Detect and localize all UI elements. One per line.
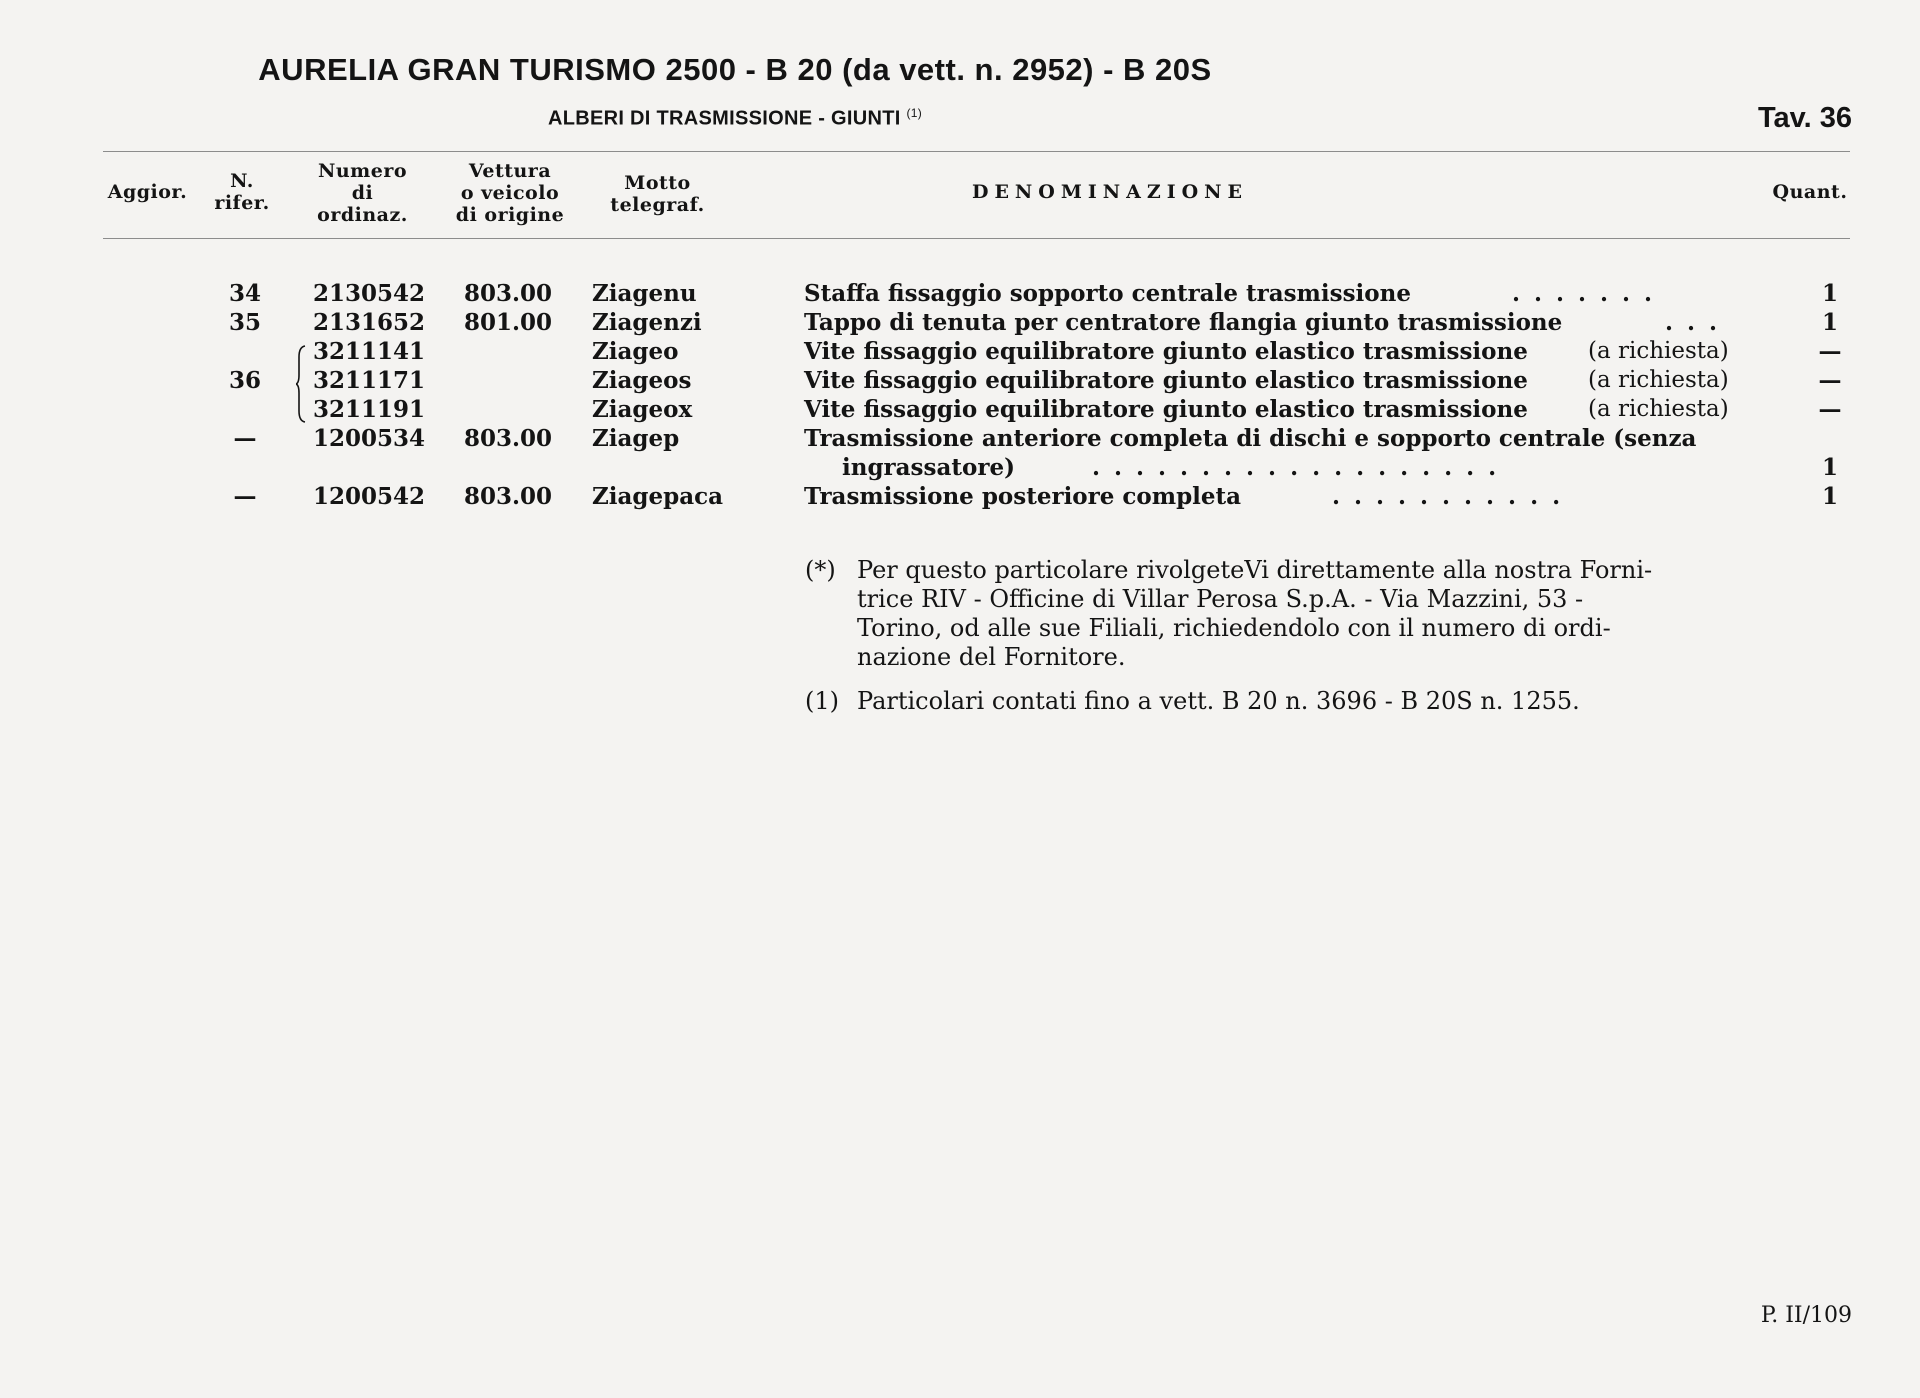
cell-motto: Ziagep xyxy=(592,425,680,452)
col-header-aggior-text: Aggior. xyxy=(107,181,188,203)
col-header-vettura-line1: Vettura xyxy=(468,160,552,182)
col-header-denominazione: DENOMINAZIONE xyxy=(971,181,1249,203)
cell-numero: 3211171 xyxy=(313,367,426,394)
col-header-vettura xyxy=(440,160,580,226)
page-title: AURELIA GRAN TURISMO 2500 - B 20 (da vett. n. 2952) - B 20S xyxy=(258,52,1212,87)
footnote-text xyxy=(857,687,1817,716)
footnote-line: Particolari contati fino a vett. B 20 n. 3696 - B 20S n. 1255. xyxy=(857,687,1580,715)
subtitle-footnote-mark: (1) xyxy=(906,106,923,120)
col-header-numero-line2: di xyxy=(351,182,374,204)
footnote-line: Per questo particolare rivolgeteVi direttamente alla nostra Forni- xyxy=(857,556,1653,584)
footnote-line: trice RIV - Officine di Villar Perosa S.p.A. - Via Mazzini, 53 - xyxy=(857,585,1584,613)
cell-rif: — xyxy=(233,425,257,452)
footnote-mark: (1) xyxy=(805,687,839,715)
subtitle-text: ALBERI DI TRASMISSIONE - GIUNTI xyxy=(547,107,901,130)
cell-note: (a richiesta) xyxy=(1588,396,1729,422)
cell-denominazione: Staffa fissaggio sopporto centrale trasmissione xyxy=(804,280,1411,307)
col-header-aggior xyxy=(100,181,195,203)
leader-dots: ... xyxy=(1665,309,1732,336)
cell-note: (a richiesta) xyxy=(1588,338,1729,364)
cell-motto: Ziagenzi xyxy=(592,309,702,336)
cell-numero: 2130542 xyxy=(313,280,426,307)
table-row xyxy=(0,338,1920,367)
cell-quant: 1 xyxy=(1821,454,1838,481)
table-row xyxy=(0,425,1920,454)
cell-rif: 36 xyxy=(228,367,261,394)
cell-quant: 1 xyxy=(1821,280,1838,307)
leader-dots: ................... xyxy=(1092,454,1511,481)
col-header-quant-text: Quant. xyxy=(1772,181,1848,203)
table-row xyxy=(0,280,1920,309)
cell-numero: 3211191 xyxy=(313,396,426,423)
cell-quant: 1 xyxy=(1821,483,1838,510)
cell-motto: Ziageox xyxy=(592,396,693,423)
table-row-continuation xyxy=(0,454,1920,483)
table-row xyxy=(0,367,1920,396)
table-number: Tav. 36 xyxy=(1757,102,1852,134)
footnote-mark: (*) xyxy=(805,556,836,584)
table-row xyxy=(0,396,1920,425)
cell-quant: 1 xyxy=(1821,309,1838,336)
cell-note: (a richiesta) xyxy=(1588,367,1729,393)
cell-vettura: 803.00 xyxy=(464,280,553,307)
cell-denominazione: Trasmissione posteriore completa xyxy=(804,483,1242,510)
footnote-line: Torino, od alle sue Filiali, richiedendolo con il numero di ordi- xyxy=(857,614,1611,642)
col-header-numero-line3: ordinaz. xyxy=(317,204,408,226)
cell-quant: — xyxy=(1818,367,1842,394)
col-header-rif xyxy=(202,170,282,214)
cell-motto: Ziagenu xyxy=(592,280,697,307)
page-subtitle xyxy=(0,106,1470,131)
cell-numero: 3211141 xyxy=(313,338,426,365)
cell-rif: 35 xyxy=(228,309,261,336)
col-header-vettura-line2: o veicolo xyxy=(460,182,560,204)
table-row xyxy=(0,309,1920,338)
col-header-motto-line1: Motto xyxy=(624,172,691,194)
col-header-numero xyxy=(305,160,420,226)
page-number: P. II/109 xyxy=(1760,1303,1852,1328)
col-header-rif-line2: rifer. xyxy=(214,192,270,214)
cell-denominazione: Trasmissione anteriore completa di dischi e sopporto centrale (senza xyxy=(804,425,1697,452)
cell-motto: Ziagepaca xyxy=(592,483,724,510)
cell-vettura: 803.00 xyxy=(464,425,553,452)
cell-denominazione: Tappo di tenuta per centratore flangia giunto trasmissione xyxy=(804,309,1563,336)
col-header-motto-line2: telegraf. xyxy=(610,194,705,216)
cell-numero: 1200542 xyxy=(313,483,426,510)
header-top-rule xyxy=(103,151,1850,152)
cell-numero: 2131652 xyxy=(313,309,426,336)
cell-vettura: 803.00 xyxy=(464,483,553,510)
cell-motto: Ziageo xyxy=(592,338,679,365)
cell-rif: 34 xyxy=(228,280,261,307)
col-header-motto xyxy=(595,172,720,216)
cell-denominazione: Vite fissaggio equilibratore giunto elastico trasmissione xyxy=(804,367,1528,394)
cell-motto: Ziageos xyxy=(592,367,692,394)
col-header-quant xyxy=(1760,181,1860,203)
col-header-vettura-line3: di origine xyxy=(455,204,565,226)
footnote-line: nazione del Fornitore. xyxy=(857,643,1126,671)
cell-denominazione: Vite fissaggio equilibratore giunto elastico trasmissione xyxy=(804,396,1528,423)
cell-denominazione-continued: ingrassatore) xyxy=(842,454,1015,481)
cell-quant: — xyxy=(1818,338,1842,365)
cell-vettura: 801.00 xyxy=(464,309,553,336)
leader-dots: ....... xyxy=(1512,280,1667,307)
cell-denominazione: Vite fissaggio equilibratore giunto elastico trasmissione xyxy=(804,338,1528,365)
cell-quant: — xyxy=(1818,396,1842,423)
cell-numero: 1200534 xyxy=(313,425,426,452)
leader-dots: ........... xyxy=(1332,483,1575,510)
footnote-text xyxy=(857,556,1817,672)
col-header-rif-line1: N. xyxy=(230,170,254,192)
cell-rif: — xyxy=(233,483,257,510)
table-row xyxy=(0,483,1920,512)
header-bottom-rule xyxy=(103,238,1850,239)
col-header-numero-line1: Numero xyxy=(317,160,408,182)
